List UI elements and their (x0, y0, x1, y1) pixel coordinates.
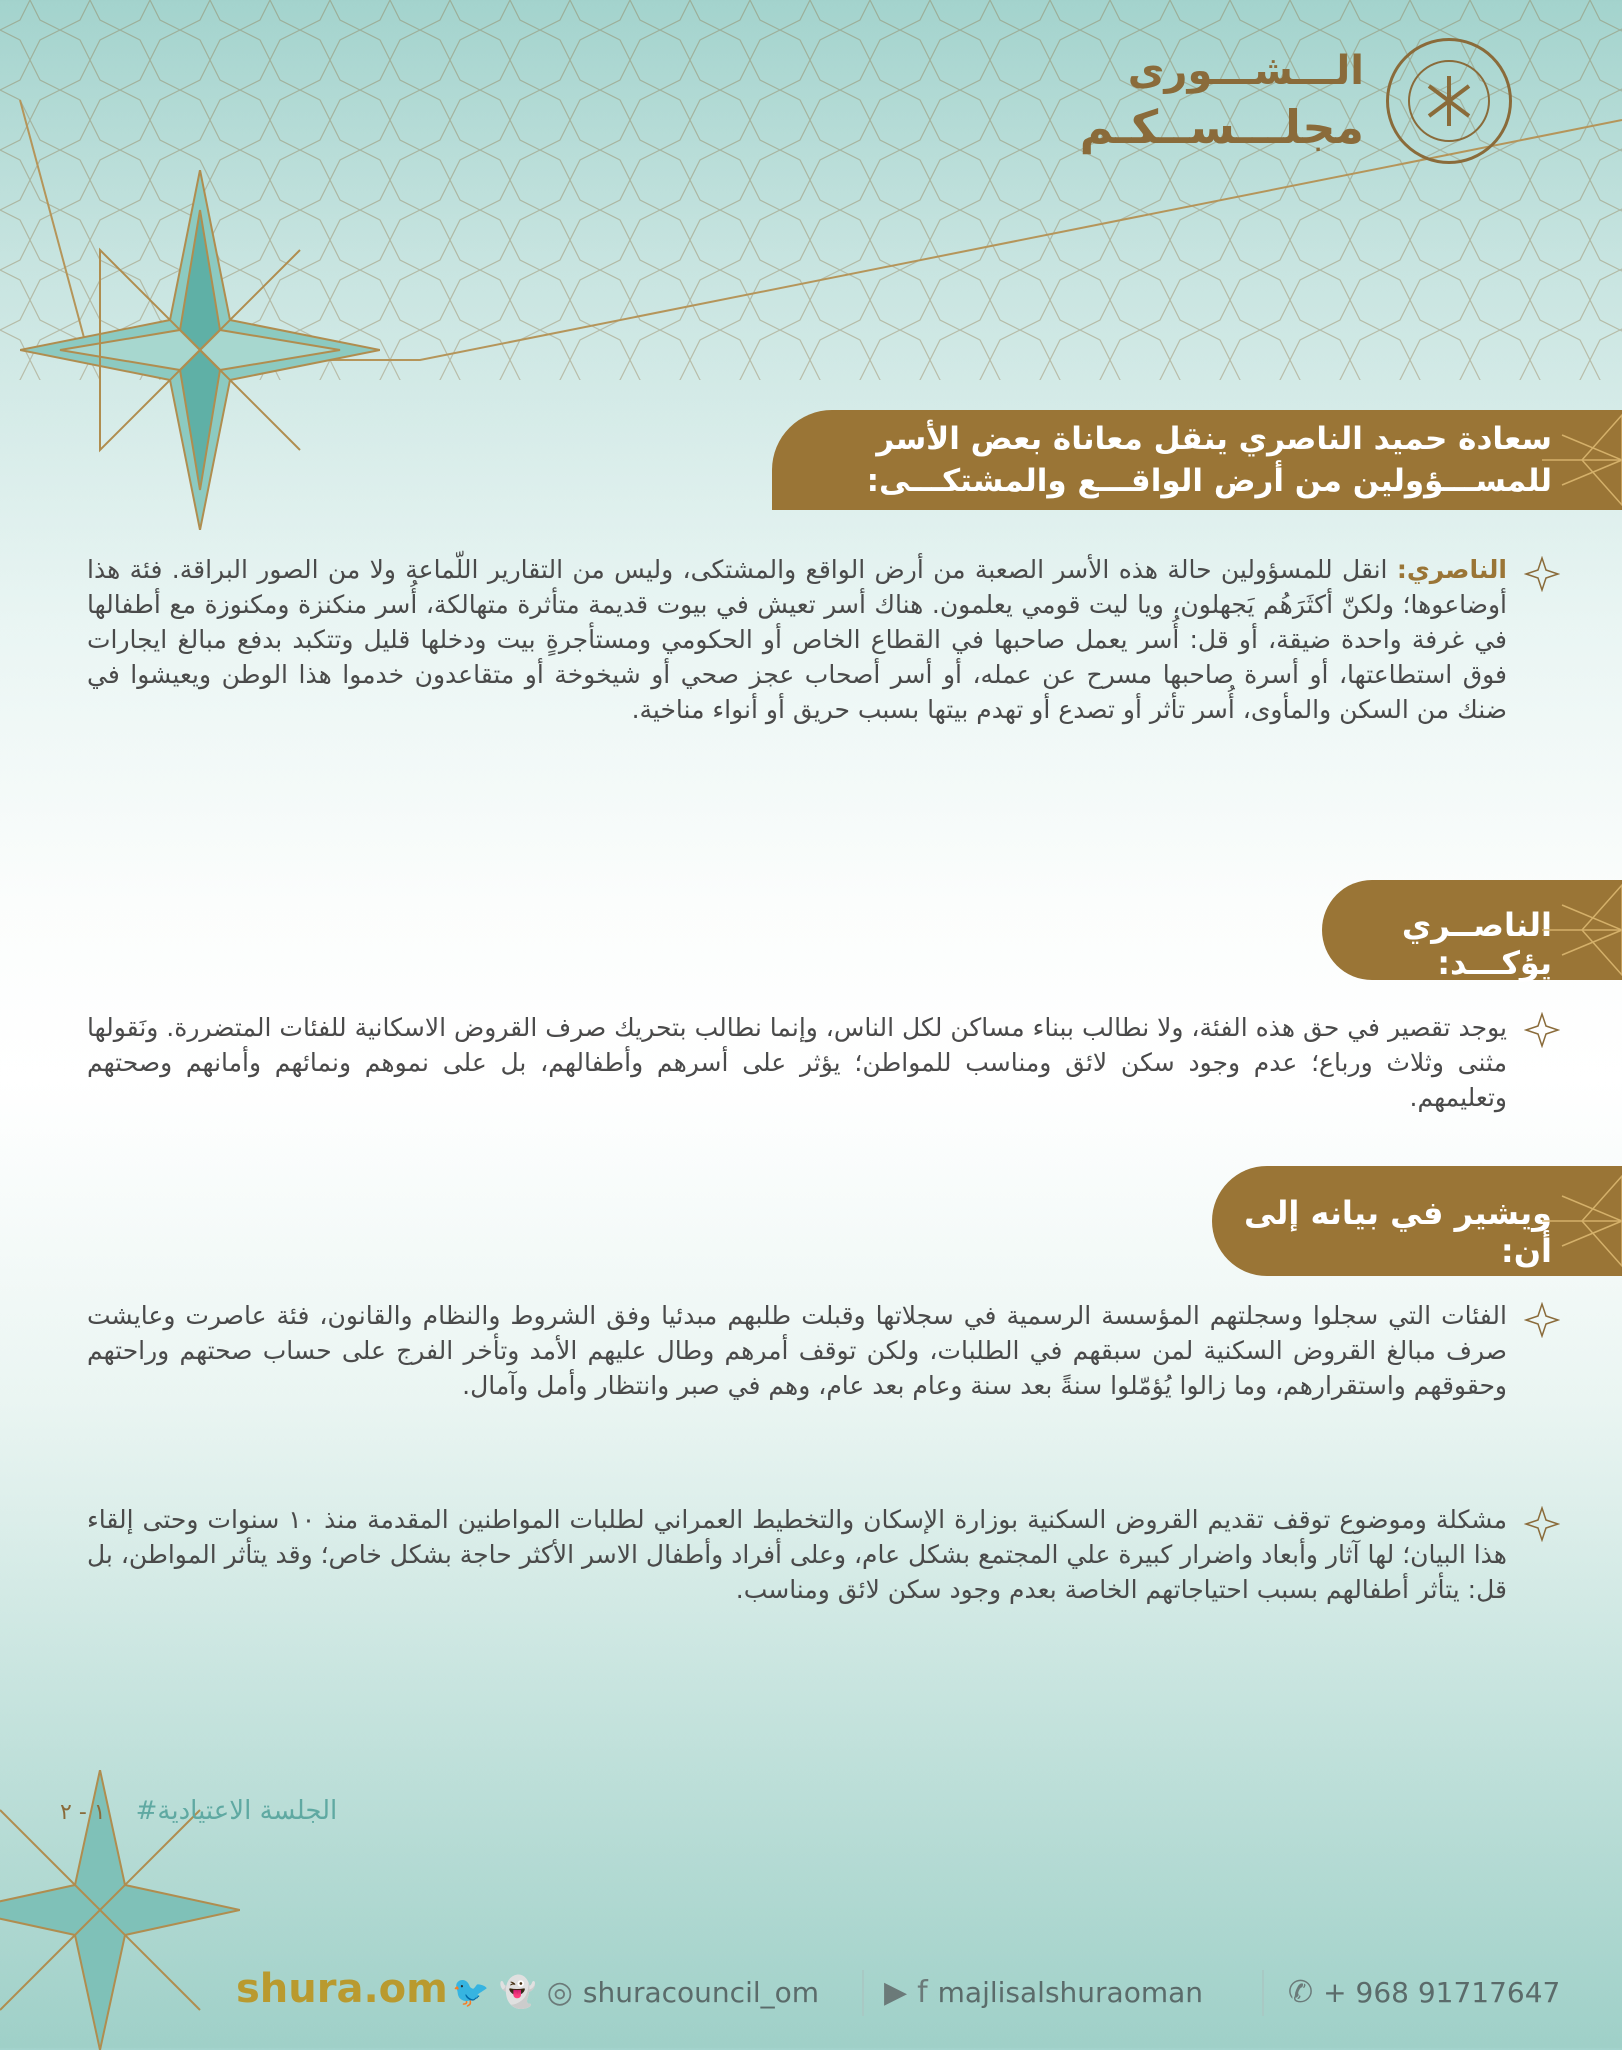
phone-contact[interactable] (1288, 1975, 1560, 2010)
paragraph-shortfall: يوجد تقصير في حق هذه الفئة، ولا نطالب ببناء مساكن لكل الناس، وإنما نطالب بتحريك صرف القروض الاسكانية للفئات المتضررة. ونَقولها مثنى وثلاث ورباع؛ عدم وجود سكن لائق ومناسب للمواطن؛ يؤثر على أسرهم وأطفالهم، بل على نموهم ونمائهم وأمانهم وصحتهم وتعليمهم. (87, 1013, 1507, 1112)
paragraph-lead: الناصري: (1396, 555, 1507, 584)
shura-logo (1080, 38, 1512, 164)
session-hashtag: #الجلسة الاعتيادية (135, 1796, 338, 1826)
diamond-bullet-icon (1524, 556, 1560, 592)
decorative-star-top-left (20, 170, 380, 530)
section-banner-title: سعادة حميد الناصري ينقل معاناة بعض الأسر للمســـؤولين من أرض الواقـــع والمشتكـــى: (772, 410, 1622, 510)
youtube-icon[interactable]: ▶ (884, 1975, 908, 2010)
instagram-icon[interactable]: ◎ (546, 1975, 573, 2010)
banner-star-icon (1542, 405, 1622, 515)
paragraph-loans-issue: مشكلة وموضوع توقف تقديم القروض السكنية بوزارة الإسكان والتخطيط العمراني لطلبات المواطنين المقدمة منذ ١٠ سنوات وحتى إلقاء هذا البيان؛ لها آثار وأبعاد واضرار كبيرة علي المجتمع بشكل عام، وعلى أفراد وأطفال الاسر الأكثر حاجة بشكل خاص؛ وقد يتأثر المواطن، بل قل: يتأثر أطفالهم بسبب احتياجاتهم الخاصة بعدم وجود سكن لائق ومناسب. (87, 1505, 1508, 1604)
logo-line-2: مجلـــســكـم (1079, 100, 1364, 154)
oman-emblem-icon (1386, 38, 1512, 164)
session-number: ١ - ٢ (60, 1800, 106, 1825)
website-link[interactable]: shura.om (236, 1966, 448, 2012)
logo-line-1: الـــشـــورى (1127, 48, 1364, 94)
social-group-2[interactable] (884, 1975, 1203, 2010)
facebook-icon[interactable]: f (917, 1975, 928, 2010)
social-handle-1[interactable]: shuracouncil_om (582, 1976, 820, 2009)
section-banner-statement: ويشير في بيانه إلى أن: (1212, 1166, 1622, 1276)
paragraph-naseri-statement (87, 552, 1507, 727)
twitter-icon[interactable]: 🐦 (452, 1975, 490, 2010)
footer-separator (1262, 1970, 1264, 2016)
social-group-1[interactable] (452, 1975, 819, 2010)
session-label (60, 1796, 337, 1826)
paragraph-text: انقل للمسؤولين حالة هذه الأسر الصعبة من أرض الواقع والمشتكى، وليس من التقارير اللّماعة ولا من الصور البراقة. فئة هذا أوضاعوها؛ ولكنّ أكثَرَهُم يَجهلون، ويا ليت قومي يعلمون. هناك أسر تعيش في بيوت قديمة متأثرة متهالكة، أُسر منكنزة ومكنوزة مع أطفالها في غرفة واحدة ضيقة، أو قل: أُسر يعمل صاحبها في القطاع الخاص أو الحكومي ومستأجرةٍ بيت ودخلها قليل وتتكبد بدفع مبالغ ايجارات فوق استطاعتها، أو أسرة صاحبها مسرح عن عمله، أو أسر أصحاب عجز صحي أو شيخوخة أو متقاعدون خدموا هذا الوطن ويعيشوا في ضنك من السكن والمأوى، أُسر تأثر أو تصدع أو تهدم بيتها بسبب حريق أو أنواء مناخية. (87, 555, 1507, 724)
social-handle-2[interactable]: majlisalshuraoman (937, 1976, 1203, 2009)
banner-star-icon (1542, 1166, 1622, 1276)
footer-separator (862, 1970, 864, 2016)
banner-star-icon (1542, 875, 1622, 985)
diamond-bullet-icon (1524, 1302, 1560, 1338)
paragraph-registered-groups: الفئات التي سجلوا وسجلتهم المؤسسة الرسمية في سجلاتها وقبلت طلبهم مبدئيا وفق الشروط والنظام والقانون، فئة عاصرت وعايشت صرف مبالغ القروض السكنية لمن سبقهم في الطلبات، ولكن توقف أمرهم وطال عليهم الأمد وتأخر الفرج على حساب صحتهم وراحتهم وحقوقهم واستقرارهم، وما زالوا يُؤمّلوا سنةً بعد سنة وعام بعد عام، وهم في صبر وانتظار وأمل وآمال. (87, 1301, 1507, 1400)
diamond-bullet-icon (1524, 1506, 1560, 1542)
section-banner-affirms: الناصــري يؤكـــد: (1322, 880, 1622, 980)
diamond-bullet-icon (1524, 1012, 1560, 1048)
phone-number[interactable]: + 968 91717647 (1323, 1976, 1561, 2009)
whatsapp-icon[interactable]: ✆ (1288, 1975, 1314, 2010)
snapchat-icon[interactable]: 👻 (499, 1975, 537, 2010)
